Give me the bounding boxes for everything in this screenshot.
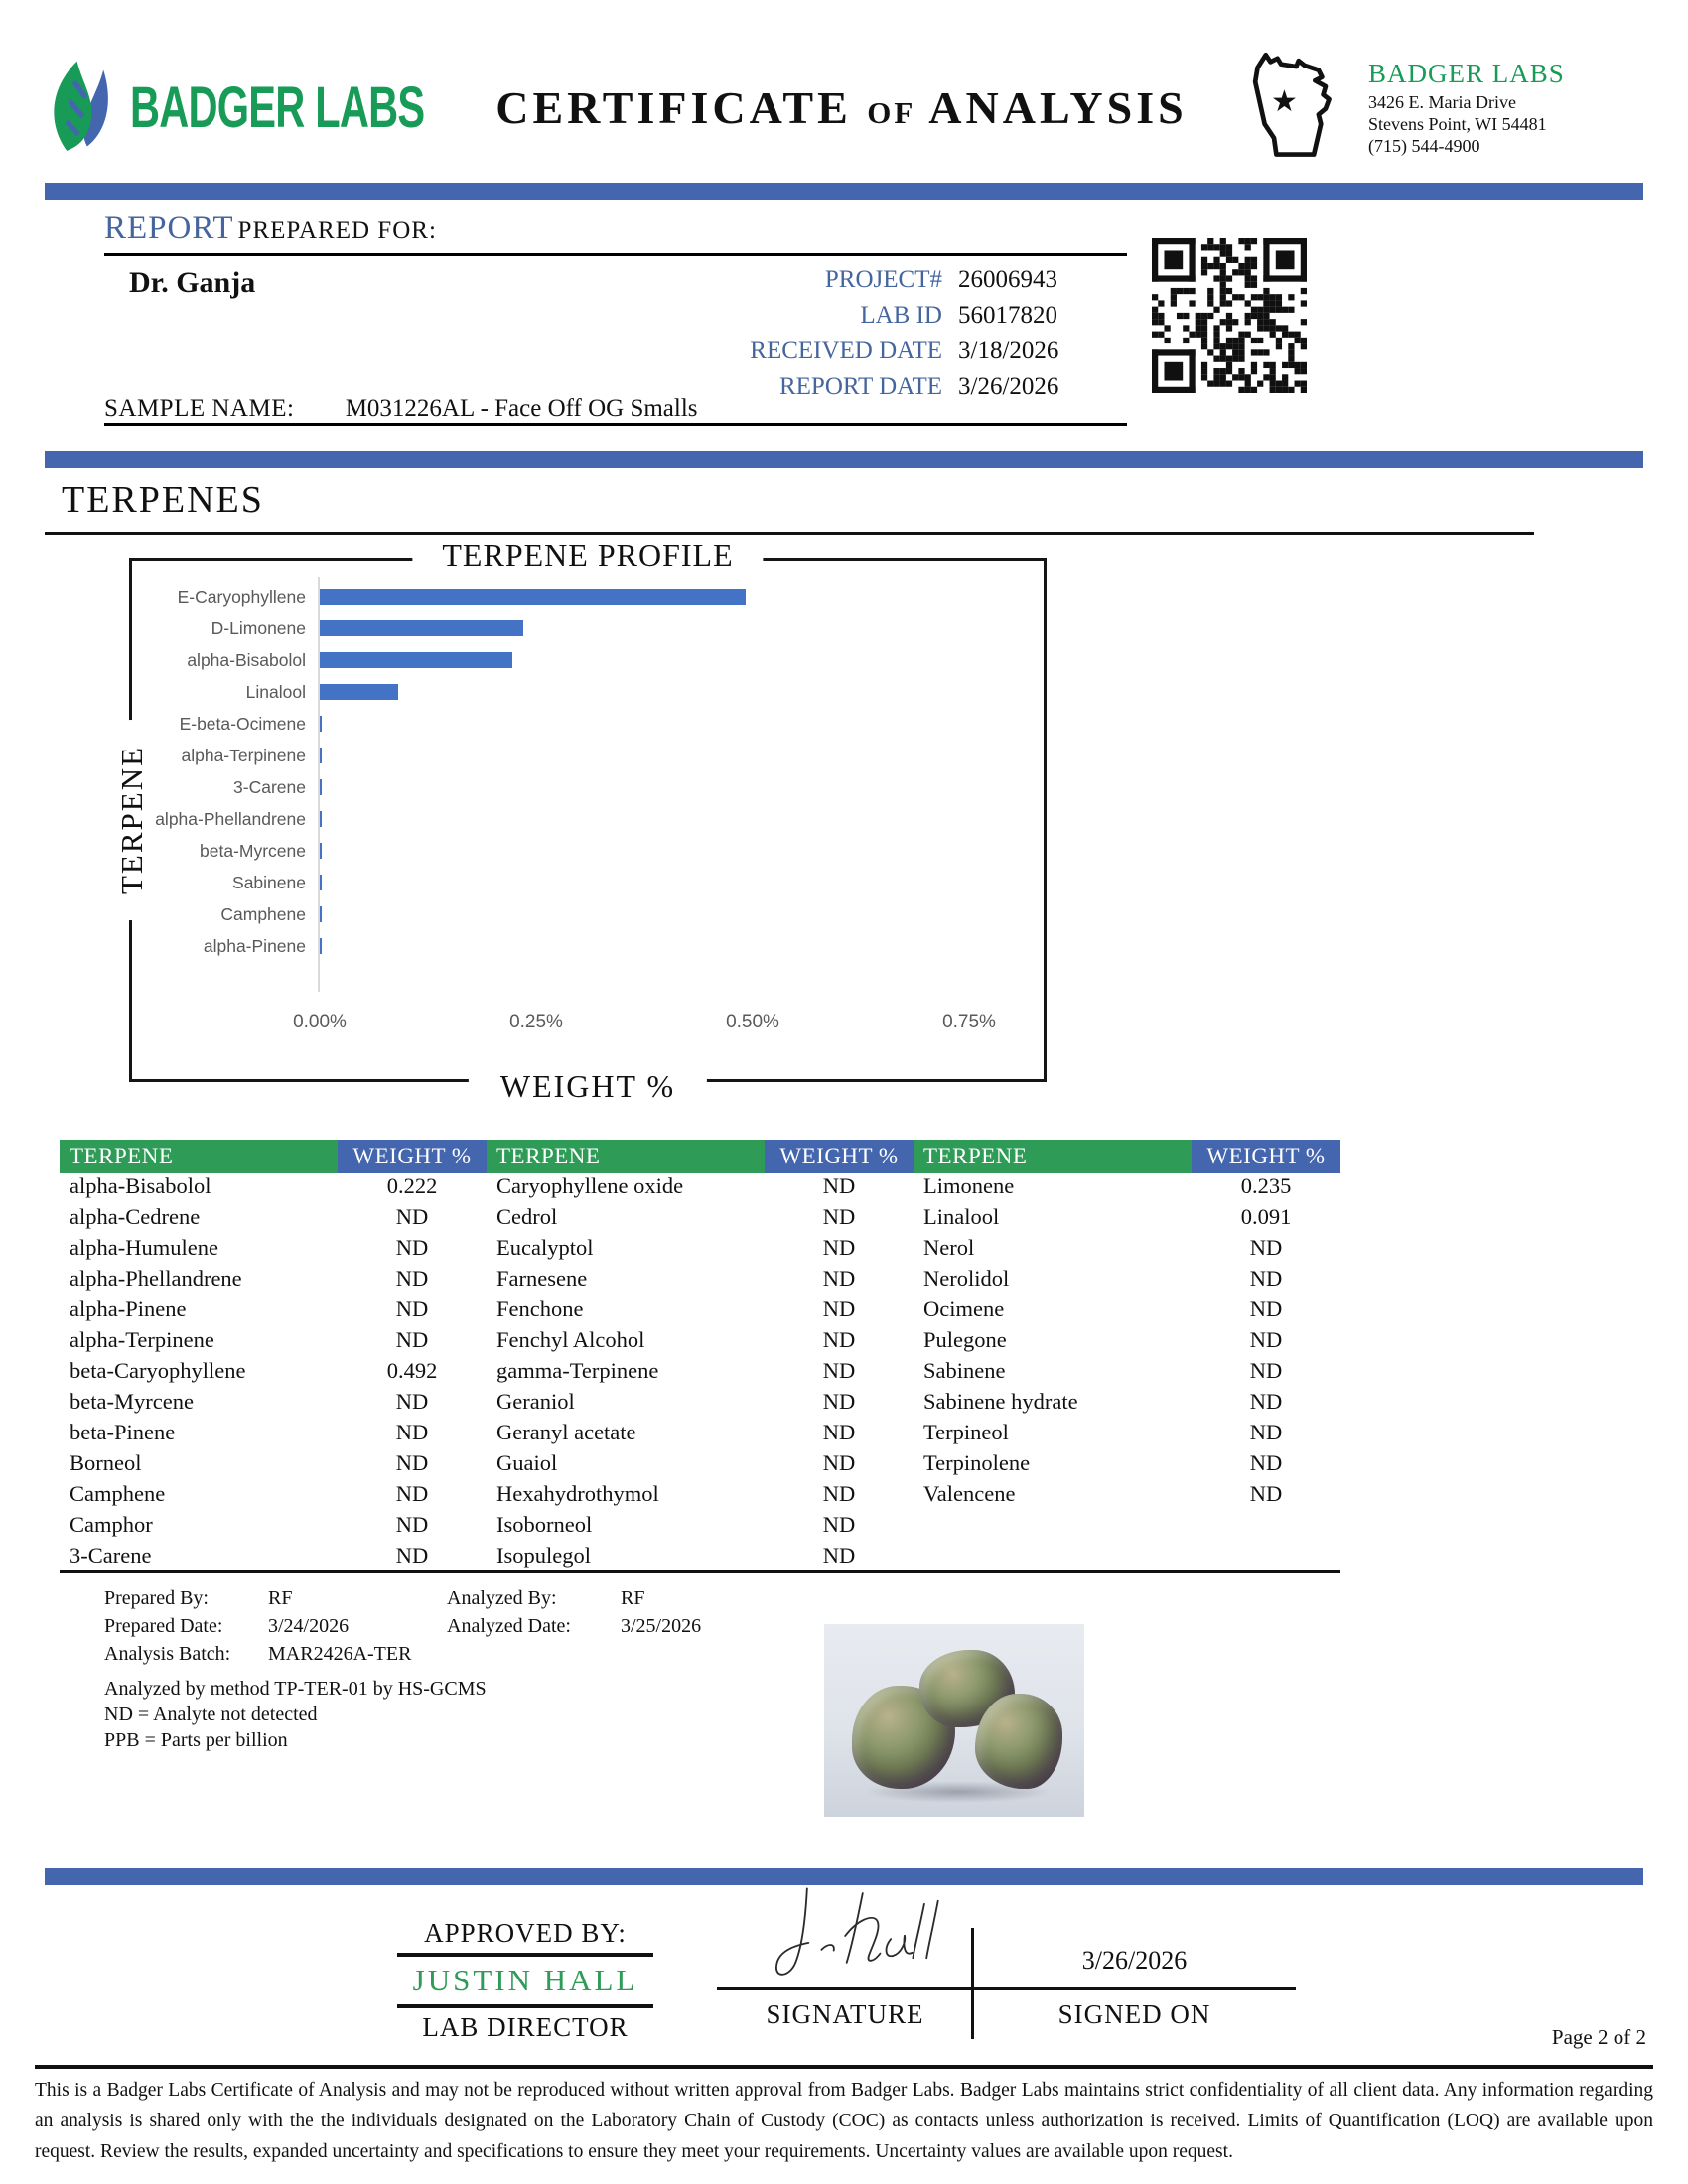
terpene-value: 0.492 bbox=[386, 1358, 438, 1383]
table-header-terpene: TERPENE bbox=[60, 1140, 338, 1173]
chart-bar bbox=[320, 875, 322, 890]
prepared-date-label: Prepared Date: bbox=[104, 1615, 223, 1637]
chart-bar-track bbox=[320, 684, 1038, 700]
terpene-value: ND bbox=[395, 1266, 429, 1291]
lab-address-card bbox=[1241, 47, 1643, 169]
table-header-weight: WEIGHT % bbox=[338, 1140, 487, 1173]
badger-labs-logo bbox=[45, 60, 442, 156]
field-row-labid bbox=[674, 298, 1117, 334]
ppb-note: PPB = Parts per billion bbox=[104, 1729, 288, 1751]
terpene-value: ND bbox=[822, 1358, 856, 1383]
analysis-meta-grid bbox=[104, 1584, 701, 1668]
chart-y-axis-label: TERPENE bbox=[114, 720, 150, 920]
terpene-name: Fenchone bbox=[496, 1297, 584, 1321]
chart-category-label: E-Caryophyllene bbox=[177, 586, 306, 607]
chart-row bbox=[132, 835, 1038, 867]
chart-row bbox=[132, 740, 1038, 771]
chart-xtick: 0.25% bbox=[509, 1012, 563, 1032]
terpene-name: beta-Caryophyllene bbox=[70, 1358, 246, 1383]
approval-rule-bottom bbox=[397, 2004, 653, 2008]
report-date-value: 3/26/2026 bbox=[958, 373, 1059, 400]
terpene-name: Eucalyptol bbox=[496, 1235, 594, 1260]
chart-bar-track bbox=[320, 779, 1038, 795]
chart-title: TERPENE PROFILE bbox=[412, 537, 763, 574]
chart-row bbox=[132, 930, 1038, 962]
chart-row bbox=[132, 613, 1038, 644]
terpene-value bbox=[1192, 1540, 1340, 1570]
terpene-name: Limonene bbox=[923, 1173, 1015, 1198]
analysis-batch-label: Analysis Batch: bbox=[104, 1643, 231, 1665]
terpene-name: alpha-Terpinene bbox=[70, 1327, 214, 1352]
terpene-value: ND bbox=[1249, 1297, 1283, 1321]
report-fields bbox=[674, 262, 1117, 405]
badger-labs-leaf-icon bbox=[45, 60, 118, 156]
terpene-value: 0.091 bbox=[1240, 1204, 1292, 1229]
field-row-received bbox=[674, 334, 1117, 369]
project-label: PROJECT# bbox=[824, 266, 942, 293]
terpene-name: Hexahydrothymol bbox=[496, 1481, 659, 1506]
analyzed-by-value: RF bbox=[621, 1587, 645, 1609]
terpene-value: ND bbox=[822, 1173, 856, 1198]
terpene-value: 0.222 bbox=[386, 1173, 438, 1198]
chart-bar-track bbox=[320, 938, 1038, 954]
terpene-value: ND bbox=[395, 1389, 429, 1414]
report-label: REPORT bbox=[104, 210, 234, 246]
chart-bar-track bbox=[320, 589, 1038, 605]
chart-x-axis-label: WEIGHT % bbox=[469, 1068, 707, 1105]
chart-category-label: beta-Myrcene bbox=[200, 840, 306, 861]
terpene-name: Pulegone bbox=[923, 1327, 1007, 1352]
terpenes-title-rule bbox=[45, 532, 1534, 535]
terpene-value: ND bbox=[395, 1297, 429, 1321]
terpene-value: ND bbox=[822, 1389, 856, 1414]
chart-category-label: Sabinene bbox=[232, 872, 306, 892]
table-header-weight: WEIGHT % bbox=[765, 1140, 914, 1173]
terpene-name: Borneol bbox=[70, 1450, 142, 1475]
terpene-name: Nerol bbox=[923, 1235, 975, 1260]
chart-category-label: alpha-Bisabolol bbox=[187, 649, 306, 670]
chart-bar-track bbox=[320, 652, 1038, 668]
terpene-name: alpha-Humulene bbox=[70, 1235, 218, 1260]
lab-director-role: LAB DIRECTOR bbox=[422, 2012, 629, 2042]
terpene-value: ND bbox=[395, 1420, 429, 1444]
cannabis-bud bbox=[975, 1694, 1062, 1789]
terpene-name: Terpineol bbox=[923, 1420, 1009, 1444]
chart-bar bbox=[320, 716, 322, 732]
terpene-name: Camphene bbox=[70, 1481, 166, 1506]
terpene-value: ND bbox=[1249, 1235, 1283, 1260]
terpene-value: ND bbox=[1249, 1481, 1283, 1506]
terpene-value: ND bbox=[1249, 1450, 1283, 1475]
terpenes-section-title: TERPENES bbox=[62, 479, 264, 521]
chart-row bbox=[132, 581, 1038, 613]
chart-bar bbox=[320, 620, 523, 636]
terpene-value: ND bbox=[822, 1512, 856, 1537]
chart-row bbox=[132, 898, 1038, 930]
received-date-label: RECEIVED DATE bbox=[750, 338, 942, 364]
prepared-by-label: Prepared By: bbox=[104, 1587, 209, 1609]
divider-bar-top bbox=[45, 183, 1643, 200]
chart-xtick: 0.00% bbox=[293, 1012, 347, 1032]
chart-xtick: 0.50% bbox=[726, 1012, 779, 1032]
chart-row bbox=[132, 771, 1038, 803]
terpene-name: Guaiol bbox=[496, 1450, 558, 1475]
terpene-name: Isoborneol bbox=[496, 1512, 593, 1537]
logo-text: BADGER LABS bbox=[130, 75, 425, 140]
lab-address-line1: 3426 E. Maria Drive bbox=[1368, 92, 1516, 113]
signature-label: SIGNATURE bbox=[766, 1999, 924, 2029]
terpene-name bbox=[914, 1540, 1192, 1570]
nd-note: ND = Analyte not detected bbox=[104, 1704, 318, 1725]
chart-category-label: alpha-Phellandrene bbox=[155, 808, 306, 829]
table-header-weight: WEIGHT % bbox=[1192, 1140, 1340, 1173]
terpene-name: Isopulegol bbox=[496, 1543, 591, 1568]
chart-bar-track bbox=[320, 811, 1038, 827]
terpene-name: Caryophyllene oxide bbox=[496, 1173, 684, 1198]
chart-bar-track bbox=[320, 906, 1038, 922]
terpene-name: gamma-Terpinene bbox=[496, 1358, 659, 1383]
chart-row bbox=[132, 644, 1038, 676]
chart-bar-track bbox=[320, 875, 1038, 890]
terpene-name: Sabinene bbox=[923, 1358, 1006, 1383]
terpene-value: ND bbox=[1249, 1327, 1283, 1352]
terpene-name: 3-Carene bbox=[70, 1543, 152, 1568]
terpene-value: ND bbox=[1249, 1420, 1283, 1444]
labid-label: LAB ID bbox=[860, 302, 942, 329]
chart-bar bbox=[320, 811, 322, 827]
sample-name-label: SAMPLE NAME: bbox=[104, 395, 295, 422]
terpene-name: Linalool bbox=[923, 1204, 1000, 1229]
terpene-name: Cedrol bbox=[496, 1204, 558, 1229]
chart-row bbox=[132, 867, 1038, 898]
terpene-name: Farnesene bbox=[496, 1266, 588, 1291]
chart-category-label: E-beta-Ocimene bbox=[179, 713, 306, 734]
lab-director-name: JUSTIN HALL bbox=[412, 1963, 638, 1997]
terpene-profile-chart bbox=[114, 537, 1047, 1104]
terpene-name: Geraniol bbox=[496, 1389, 575, 1414]
terpene-value: ND bbox=[822, 1543, 856, 1568]
chart-bar bbox=[320, 779, 322, 795]
chart-bar bbox=[320, 938, 322, 954]
terpene-value: ND bbox=[822, 1420, 856, 1444]
sample-name-value: M031226AL - Face Off OG Smalls bbox=[345, 395, 698, 422]
received-date-value: 3/18/2026 bbox=[958, 338, 1059, 364]
approved-by-label: APPROVED BY: bbox=[424, 1918, 627, 1948]
analysis-notes bbox=[104, 1584, 701, 1753]
terpene-value: ND bbox=[395, 1481, 429, 1506]
client-name: Dr. Ganja bbox=[129, 266, 256, 299]
terpene-value: ND bbox=[395, 1235, 429, 1260]
terpene-name: beta-Myrcene bbox=[70, 1389, 194, 1414]
terpene-name: alpha-Pinene bbox=[70, 1297, 187, 1321]
chart-bar bbox=[320, 684, 398, 700]
terpene-name: Camphor bbox=[70, 1512, 153, 1537]
analysis-batch-value: MAR2426A-TER bbox=[268, 1643, 412, 1665]
terpene-value: ND bbox=[395, 1327, 429, 1352]
report-section bbox=[104, 210, 1127, 426]
terpene-name: Valencene bbox=[923, 1481, 1016, 1506]
qr-code bbox=[1152, 238, 1307, 393]
field-row-project bbox=[674, 262, 1117, 298]
chart-category-label: Camphene bbox=[220, 903, 306, 924]
chart-row bbox=[132, 676, 1038, 708]
lab-phone: (715) 544-4900 bbox=[1368, 135, 1480, 156]
terpene-table-group bbox=[487, 1140, 914, 1570]
terpene-name: Geranyl acetate bbox=[496, 1420, 636, 1444]
project-value: 26006943 bbox=[958, 266, 1057, 293]
terpene-table bbox=[60, 1140, 1340, 1573]
signed-date: 3/26/2026 bbox=[1081, 1946, 1188, 1975]
terpene-name: alpha-Cedrene bbox=[70, 1204, 201, 1229]
chart-bar bbox=[320, 748, 322, 763]
chart-category-label: Linalool bbox=[245, 681, 306, 702]
chart-row bbox=[132, 708, 1038, 740]
terpene-table-group bbox=[914, 1140, 1340, 1570]
signature-script bbox=[735, 1882, 963, 1989]
chart-bar-track bbox=[320, 748, 1038, 763]
field-row-report-date bbox=[674, 369, 1117, 405]
analyzed-by-label: Analyzed By: bbox=[447, 1587, 557, 1609]
terpene-name bbox=[914, 1509, 1192, 1540]
terpene-value: ND bbox=[1249, 1389, 1283, 1414]
document-title: CERTIFICATE OF ANALYSIS bbox=[495, 82, 1188, 133]
chart-row bbox=[132, 803, 1038, 835]
terpene-value: ND bbox=[822, 1327, 856, 1352]
report-date-label: REPORT DATE bbox=[778, 373, 942, 400]
prepared-date-value: 3/24/2026 bbox=[268, 1615, 350, 1637]
terpene-value: 0.235 bbox=[1240, 1173, 1292, 1198]
terpene-value: ND bbox=[822, 1297, 856, 1321]
chart-rows bbox=[132, 581, 1038, 962]
terpene-value: ND bbox=[395, 1204, 429, 1229]
prepared-for-label: PREPARED FOR: bbox=[237, 217, 437, 244]
chart-bar bbox=[320, 589, 746, 605]
approval-rule-top bbox=[397, 1953, 653, 1957]
chart-category-label: 3-Carene bbox=[233, 776, 306, 797]
terpene-value: ND bbox=[822, 1481, 856, 1506]
terpene-name: Ocimene bbox=[923, 1297, 1005, 1321]
chart-bar-track bbox=[320, 620, 1038, 636]
sample-name-row bbox=[104, 395, 698, 423]
chart-category-label: alpha-Pinene bbox=[203, 935, 306, 956]
terpene-table-group bbox=[60, 1140, 487, 1570]
terpene-name: beta-Pinene bbox=[70, 1420, 176, 1444]
sample-photo bbox=[824, 1624, 1084, 1817]
page-number: Page 2 of 2 bbox=[1551, 2025, 1646, 2049]
lab-name: BADGER LABS bbox=[1368, 59, 1565, 89]
chart-category-label: D-Limonene bbox=[211, 617, 306, 638]
terpene-value: ND bbox=[822, 1235, 856, 1260]
terpene-name: Nerolidol bbox=[923, 1266, 1010, 1291]
chart-category-label: alpha-Terpinene bbox=[181, 745, 306, 765]
report-heading bbox=[104, 210, 1127, 256]
terpene-name: Fenchyl Alcohol bbox=[496, 1327, 645, 1352]
terpene-value bbox=[1192, 1509, 1340, 1540]
chart-xtick: 0.75% bbox=[942, 1012, 996, 1032]
terpene-value: ND bbox=[822, 1266, 856, 1291]
chart-bar bbox=[320, 843, 322, 859]
footer-disclaimer: This is a Badger Labs Certificate of Analysis and may not be reproduced without written approval from Badger Labs. Badger Labs maintains strict confidentiality of all client data. Any information regarding an analysis is shared only with the the individuals designated on the Laboratory Chain of Custody (COC) as contacts unless authorization is received. Limits of Quantification (LOQ) are available upon request. Review the results, expanded uncertainty and specifications to ensure they meet your requirements. Uncertainty values are available upon request. bbox=[35, 2080, 1653, 2162]
signed-on-label: SIGNED ON bbox=[1057, 1999, 1211, 2029]
terpene-name: Terpinolene bbox=[923, 1450, 1031, 1475]
signature-line bbox=[717, 1987, 973, 1990]
approval-block bbox=[397, 1918, 653, 2043]
method-note: Analyzed by method TP-TER-01 by HS-GCMS bbox=[104, 1678, 487, 1700]
chart-bar bbox=[320, 906, 322, 922]
chart-bar-track bbox=[320, 716, 1038, 732]
header bbox=[45, 36, 1643, 180]
analyzed-date-label: Analyzed Date: bbox=[447, 1615, 571, 1637]
terpene-value: ND bbox=[395, 1512, 429, 1537]
terpene-name: alpha-Phellandrene bbox=[70, 1266, 242, 1291]
terpene-name: Sabinene hydrate bbox=[923, 1389, 1078, 1414]
chart-xticks bbox=[293, 1012, 1044, 1037]
terpene-value: ND bbox=[822, 1450, 856, 1475]
analyzed-date-value: 3/25/2026 bbox=[621, 1615, 702, 1637]
signed-on-line bbox=[973, 1987, 1296, 1990]
labid-value: 56017820 bbox=[958, 302, 1057, 329]
terpene-value: ND bbox=[395, 1543, 429, 1568]
lab-address-line2: Stevens Point, WI 54481 bbox=[1368, 113, 1547, 134]
terpene-name: alpha-Bisabolol bbox=[70, 1173, 211, 1198]
chart-bar-track bbox=[320, 843, 1038, 859]
terpene-value: ND bbox=[1249, 1266, 1283, 1291]
star-icon: ★ bbox=[1271, 85, 1298, 118]
footer-rule bbox=[35, 2065, 1653, 2069]
divider-bar-terpenes bbox=[45, 451, 1643, 468]
table-header-terpene: TERPENE bbox=[914, 1140, 1192, 1173]
terpene-value: ND bbox=[1249, 1358, 1283, 1383]
prepared-by-value: RF bbox=[268, 1587, 293, 1609]
chart-bar bbox=[320, 652, 512, 668]
terpene-value: ND bbox=[395, 1450, 429, 1475]
table-header-terpene: TERPENE bbox=[487, 1140, 765, 1173]
terpene-value: ND bbox=[822, 1204, 856, 1229]
wisconsin-state-icon bbox=[1241, 47, 1358, 169]
